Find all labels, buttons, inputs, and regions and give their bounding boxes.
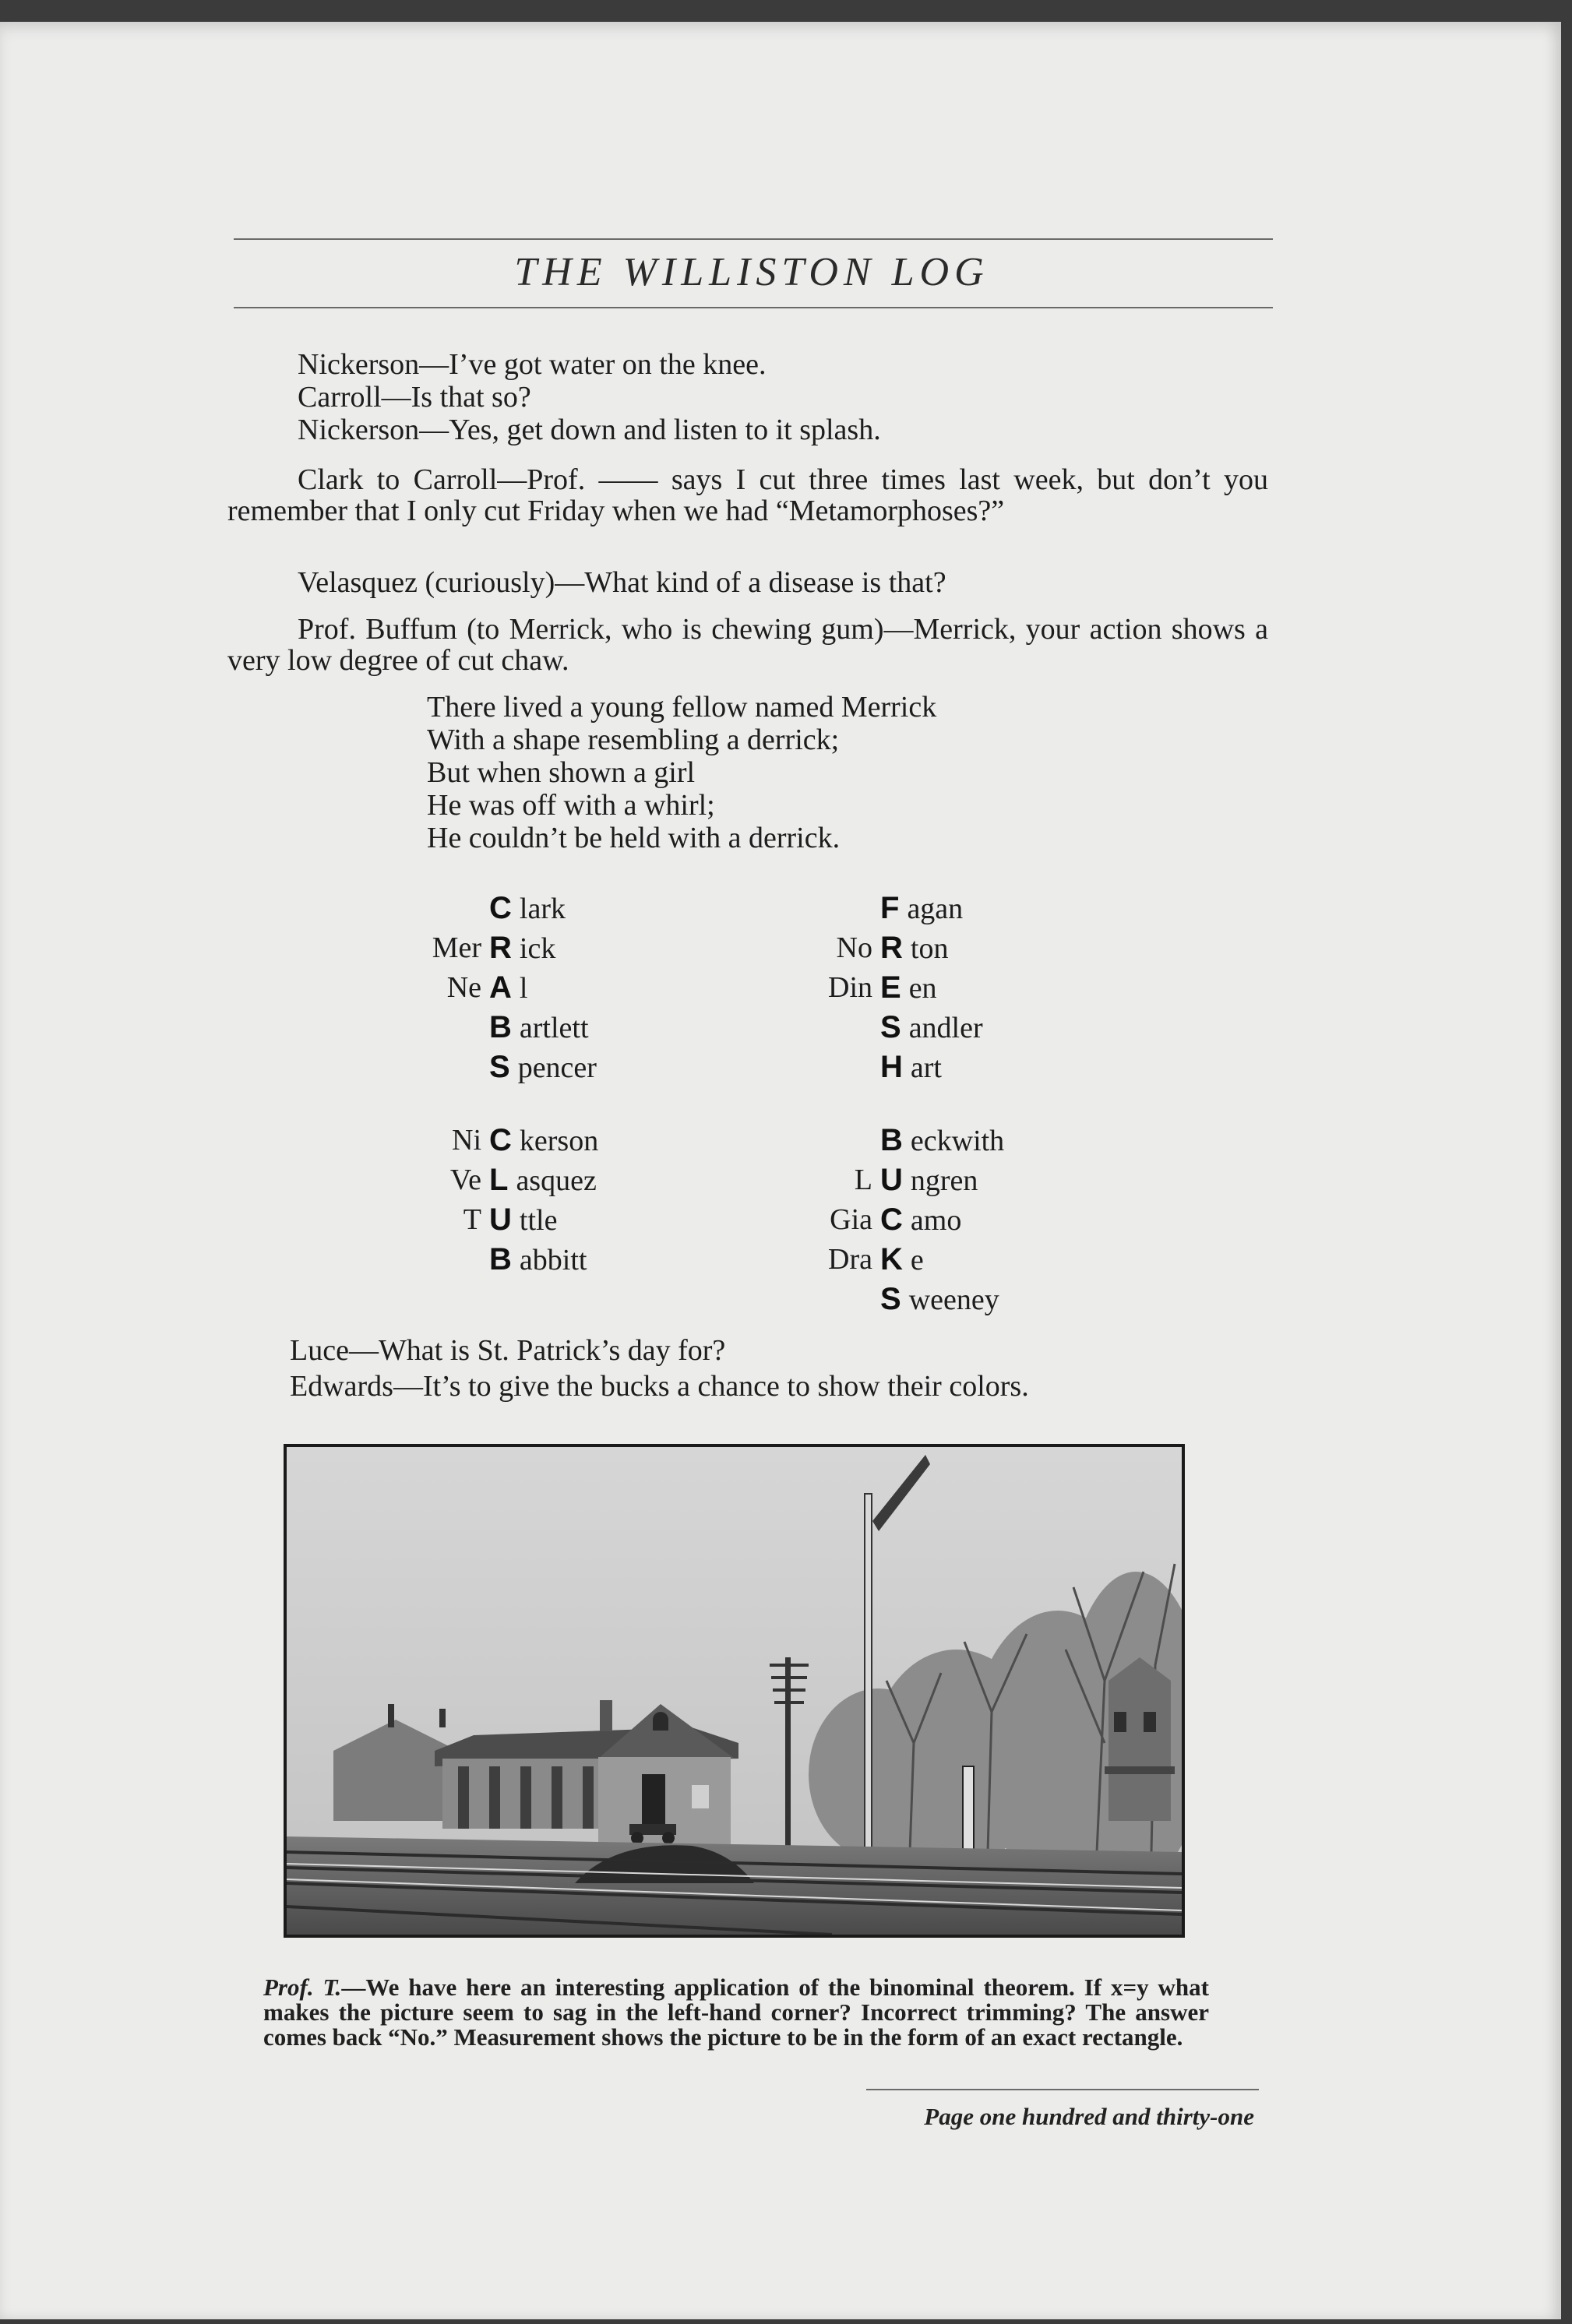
railway-station-photo [284,1444,1185,1938]
acrostic-prefix: Din [828,971,872,1004]
header-rule-bottom [234,307,1273,308]
yearbook-page [0,22,1561,2319]
acrostic-letter: L [489,1163,509,1197]
acrostic-suffix: weeney [908,1283,999,1316]
acrostic-row [432,931,556,966]
acrostic-suffix: pencer [517,1051,597,1084]
limerick-line: He was off with a whirl; [427,789,715,822]
acrostic-suffix: ngren [910,1164,978,1197]
caption-text: —We have here an interesting application of the binominal theorem. If x=y what makes the picture seem to sag in the left-hand corner? Incorrect trimming? The answer comes back “No.” Measurement shows the picture to be in the form of an exact rectangle. [263,1974,1209,2051]
acrostic-letter: R [489,931,512,965]
acrostic-prefix: Ne [446,971,481,1004]
limerick-line: There lived a young fellow named Merrick [427,691,937,724]
acrostic-letter: H [880,1050,903,1084]
acrostic-row [880,1123,1004,1158]
acrostic-row [489,1242,587,1277]
photo-caption [263,1975,1209,2050]
acrostic-suffix: agan [907,893,964,925]
acrostic-row [880,1282,999,1317]
running-title: THE WILLISTON LOG [514,250,989,294]
limerick-line: He couldn’t be held with a derrick. [427,822,841,854]
acrostic-row [880,1050,942,1085]
acrostic-suffix: lark [519,893,566,925]
acrostic-row [489,1010,589,1045]
acrostic-suffix: andler [908,1012,983,1044]
acrostic-row [828,970,937,1005]
acrostic-prefix: T [463,1203,481,1236]
acrostic-row [446,970,528,1005]
acrostic-row [452,1123,599,1158]
acrostic-row [449,1163,597,1198]
acrostic-letter: E [880,970,901,1005]
acrostic-prefix: Dra [828,1243,872,1276]
joke-line: Luce—What is St. Patrick’s day for? [290,1334,726,1367]
acrostic-letter: B [880,1123,903,1157]
acrostic-letter: B [489,1242,512,1276]
page-folio: Page one hundred and thirty-one [924,2103,1254,2130]
acrostic-letter: C [880,1202,903,1237]
caption-lead: Prof. T. [263,1974,342,2001]
acrostic-letter: C [489,1123,512,1157]
acrostic-suffix: l [519,972,528,1005]
acrostic-prefix: Ni [452,1124,481,1157]
joke-line: Velasquez (curiously)—What kind of a disease is that? [298,566,946,599]
acrostic-letter: R [880,931,903,965]
acrostic-suffix: eckwith [910,1125,1005,1157]
joke-line: Edwards—It’s to give the bucks a chance to show their colors. [290,1370,1029,1403]
joke-paragraph: Prof. Buffum (to Merrick, who is chewing gum)—Merrick, your action shows a very low degree of cut chaw. [227,613,1268,677]
acrostic-suffix: asquez [516,1164,597,1197]
acrostic-row [463,1202,558,1238]
acrostic-suffix: art [910,1051,942,1084]
acrostic-suffix: kerson [519,1125,599,1157]
acrostic-letter: S [880,1282,901,1316]
acrostic-letter: S [880,1010,901,1044]
acrostic-row [854,1163,978,1198]
acrostic-row [489,1050,597,1085]
acrostic-suffix: e [910,1244,924,1276]
acrostic-prefix: Ve [449,1164,481,1196]
acrostic-row [489,891,566,926]
acrostic-suffix: amo [910,1204,962,1237]
joke-line: Carroll—Is that so? [298,381,531,414]
acrostic-suffix: en [908,972,937,1005]
joke-line: Nickerson—Yes, get down and listen to it splash. [298,414,881,446]
acrostic-letter: K [880,1242,903,1276]
acrostic-row [830,1202,962,1238]
limerick-line: With a shape resembling a derrick; [427,724,840,756]
acrostic-letter: C [489,891,512,925]
acrostic-row [828,1242,924,1277]
acrostic-suffix: ton [910,932,949,965]
acrostic-suffix: ttle [519,1204,558,1237]
acrostic-letter: S [489,1050,510,1084]
acrostic-row [836,931,949,966]
header-rule-top [234,238,1273,240]
joke-paragraph: Clark to Carroll—Prof. —— says I cut three times last week, but don’t you remember that I only cut Friday when we had “Metamorphoses?” [227,463,1268,527]
acrostic-prefix: Gia [830,1203,872,1236]
acrostic-suffix: artlett [519,1012,589,1044]
acrostic-letter: U [489,1202,512,1237]
joke-line: Nickerson—I’ve got water on the knee. [298,348,767,381]
acrostic-letter: U [880,1163,903,1197]
acrostic-suffix: ick [519,932,556,965]
footer-rule [866,2089,1259,2090]
acrostic-prefix: Mer [432,931,481,964]
acrostic-row [880,1010,983,1045]
acrostic-letter: F [880,891,900,925]
limerick-line: But when shown a girl [427,756,696,789]
acrostic-letter: B [489,1010,512,1044]
acrostic-prefix: L [854,1164,872,1196]
acrostic-suffix: abbitt [519,1244,587,1276]
acrostic-letter: A [489,970,512,1005]
acrostic-row [880,891,963,926]
acrostic-prefix: No [836,931,872,964]
